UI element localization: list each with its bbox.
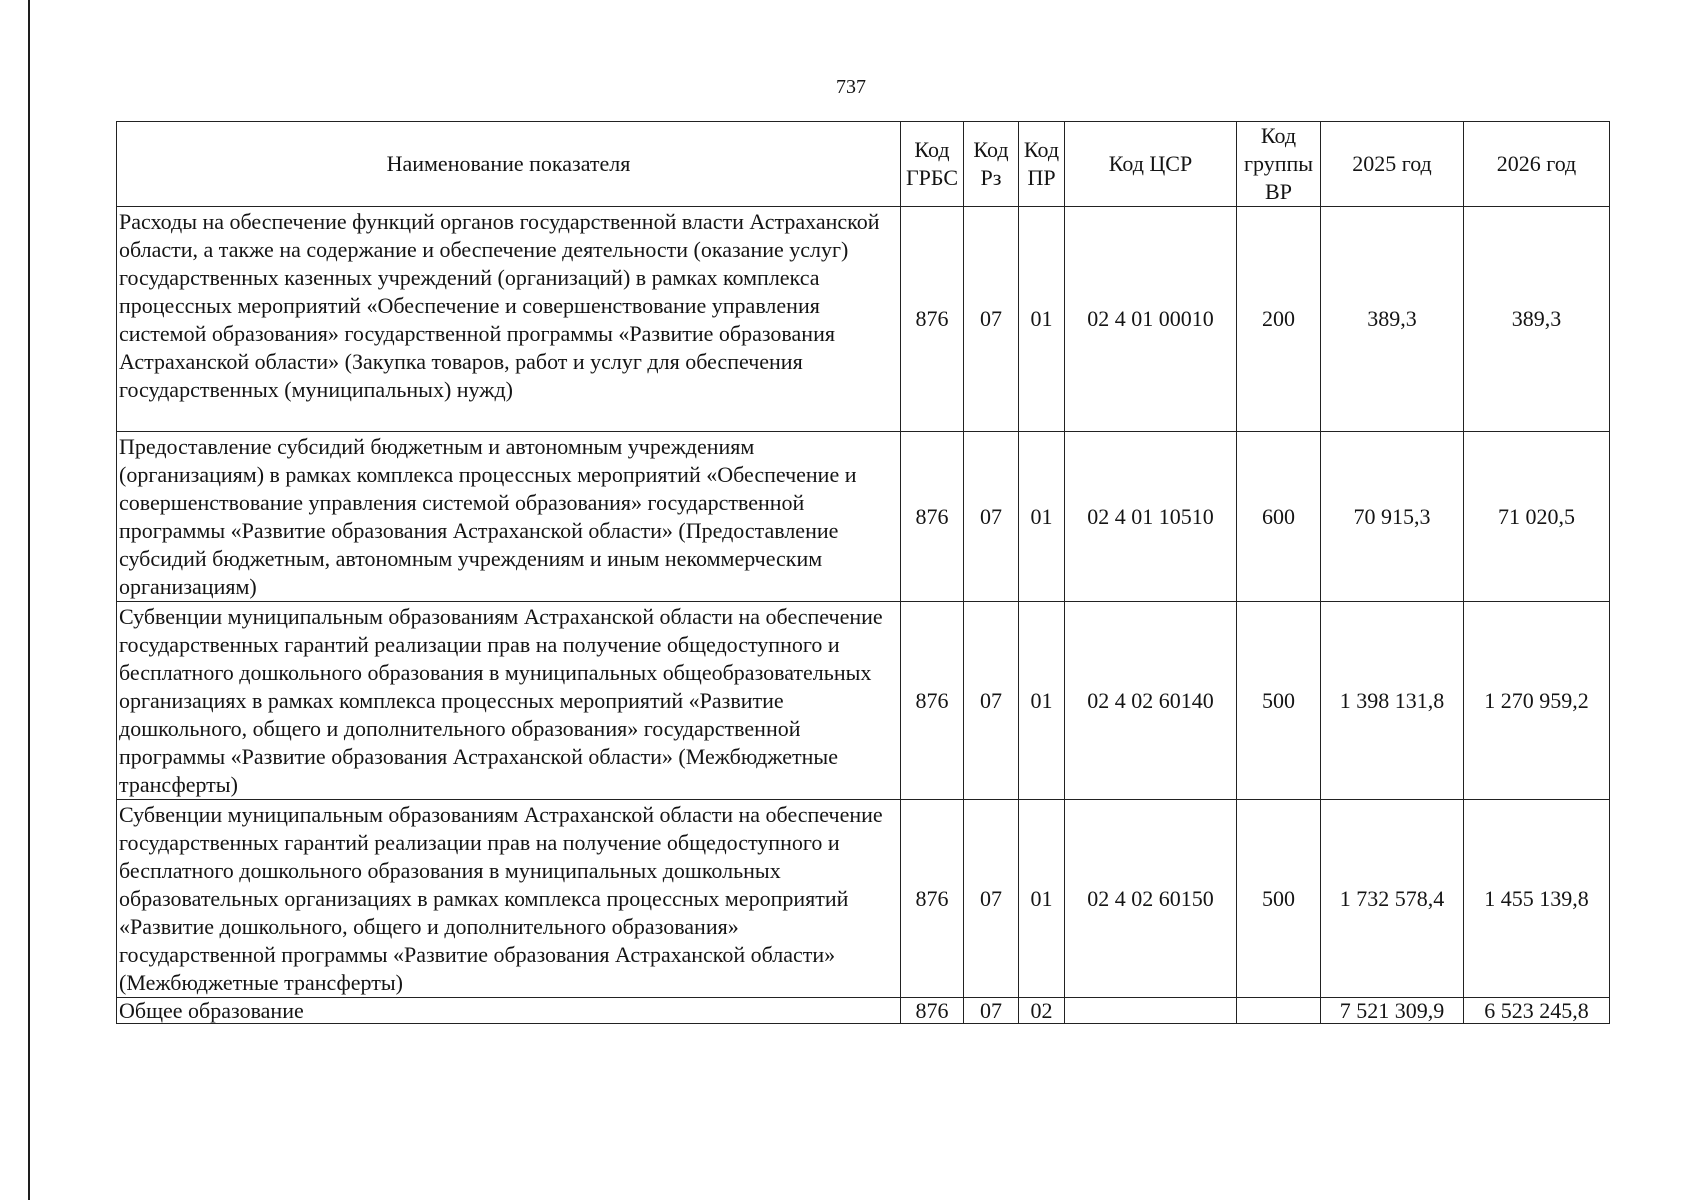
header-pr: Код ПР xyxy=(1019,122,1065,207)
table-row xyxy=(117,432,1610,602)
row-2025: 1 732 578,4 xyxy=(1321,800,1464,998)
budget-table xyxy=(116,121,1610,1024)
row-pr: 02 xyxy=(1019,998,1065,1024)
page-number xyxy=(0,76,1697,99)
row-grbs: 876 xyxy=(901,602,964,800)
row-csr: 02 4 02 60150 xyxy=(1065,800,1237,998)
row-pr: 01 xyxy=(1019,207,1065,432)
row-grbs: 876 xyxy=(901,998,964,1024)
row-vr: 600 xyxy=(1237,432,1321,602)
row-2026: 389,3 xyxy=(1464,207,1610,432)
table-header-row xyxy=(117,122,1610,207)
row-vr: 500 xyxy=(1237,602,1321,800)
row-name: Общее образование xyxy=(117,998,901,1024)
row-csr: 02 4 02 60140 xyxy=(1065,602,1237,800)
header-rz: Код Рз xyxy=(964,122,1019,207)
page-number-text: 737 xyxy=(836,76,866,98)
row-name: Субвенции муниципальным образованиям Астраханской области на обеспечение государственных гарантий реализации прав на получение общедоступного и бесплатного дошкольного образования в муниципальных общеобразовательных организациях в рамках комплекса процессных мероприятий «Развитие дошкольного, общего и дополнительного образования» государственной программы «Развитие образования Астраханской области» (Межбюджетные трансферты) xyxy=(117,602,901,800)
header-csr: Код ЦСР xyxy=(1065,122,1237,207)
row-grbs: 876 xyxy=(901,432,964,602)
header-name: Наименование показателя xyxy=(117,122,901,207)
header-2025: 2025 год xyxy=(1321,122,1464,207)
header-grbs: Код ГРБС xyxy=(901,122,964,207)
row-2025: 7 521 309,9 xyxy=(1321,998,1464,1024)
row-vr: 200 xyxy=(1237,207,1321,432)
row-2025: 389,3 xyxy=(1321,207,1464,432)
row-rz: 07 xyxy=(964,207,1019,432)
row-2026: 1 455 139,8 xyxy=(1464,800,1610,998)
row-2026: 6 523 245,8 xyxy=(1464,998,1610,1024)
row-name: Субвенции муниципальным образованиям Астраханской области на обеспечение государственных гарантий реализации прав на получение общедоступного и бесплатного дошкольного образования в муниципальных дошкольных образовательных организациях в рамках комплекса процессных мероприятий «Развитие дошкольного, общего и дополнительного образования» государственной программы «Развитие образования Астраханской области» (Межбюджетные трансферты) xyxy=(117,800,901,998)
row-pr: 01 xyxy=(1019,800,1065,998)
row-csr xyxy=(1065,998,1237,1024)
row-csr: 02 4 01 10510 xyxy=(1065,432,1237,602)
page-margin-line xyxy=(28,0,30,1200)
row-vr xyxy=(1237,998,1321,1024)
row-2026: 71 020,5 xyxy=(1464,432,1610,602)
header-vr: Код группы ВР xyxy=(1237,122,1321,207)
row-rz: 07 xyxy=(964,602,1019,800)
row-rz: 07 xyxy=(964,998,1019,1024)
row-rz: 07 xyxy=(964,800,1019,998)
table-row xyxy=(117,602,1610,800)
row-2025: 70 915,3 xyxy=(1321,432,1464,602)
row-grbs: 876 xyxy=(901,800,964,998)
row-vr: 500 xyxy=(1237,800,1321,998)
table-row xyxy=(117,207,1610,432)
table-row xyxy=(117,998,1610,1024)
row-2025: 1 398 131,8 xyxy=(1321,602,1464,800)
row-rz: 07 xyxy=(964,432,1019,602)
header-2026: 2026 год xyxy=(1464,122,1610,207)
row-2026: 1 270 959,2 xyxy=(1464,602,1610,800)
row-pr: 01 xyxy=(1019,432,1065,602)
row-name: Предоставление субсидий бюджетным и автономным учреждениям (организациям) в рамках комплекса процессных мероприятий «Обеспечение и совершенствование управления системой образования» государственной программы «Развитие образования Астраханской области» (Предоставление субсидий бюджетным, автономным учреждениям и иным некоммерческим организациям) xyxy=(117,432,901,602)
row-pr: 01 xyxy=(1019,602,1065,800)
row-name: Расходы на обеспечение функций органов государственной власти Астраханской области, а также на содержание и обеспечение деятельности (оказание услуг) государственных казенных учреждений (организаций) в рамках комплекса процессных мероприятий «Обеспечение и совершенствование управления системой образования» государственной программы «Развитие образования Астраханской области» (Закупка товаров, работ и услуг для обеспечения государственных (муниципальных) нужд) xyxy=(117,207,901,432)
row-csr: 02 4 01 00010 xyxy=(1065,207,1237,432)
row-grbs: 876 xyxy=(901,207,964,432)
table-row xyxy=(117,800,1610,998)
